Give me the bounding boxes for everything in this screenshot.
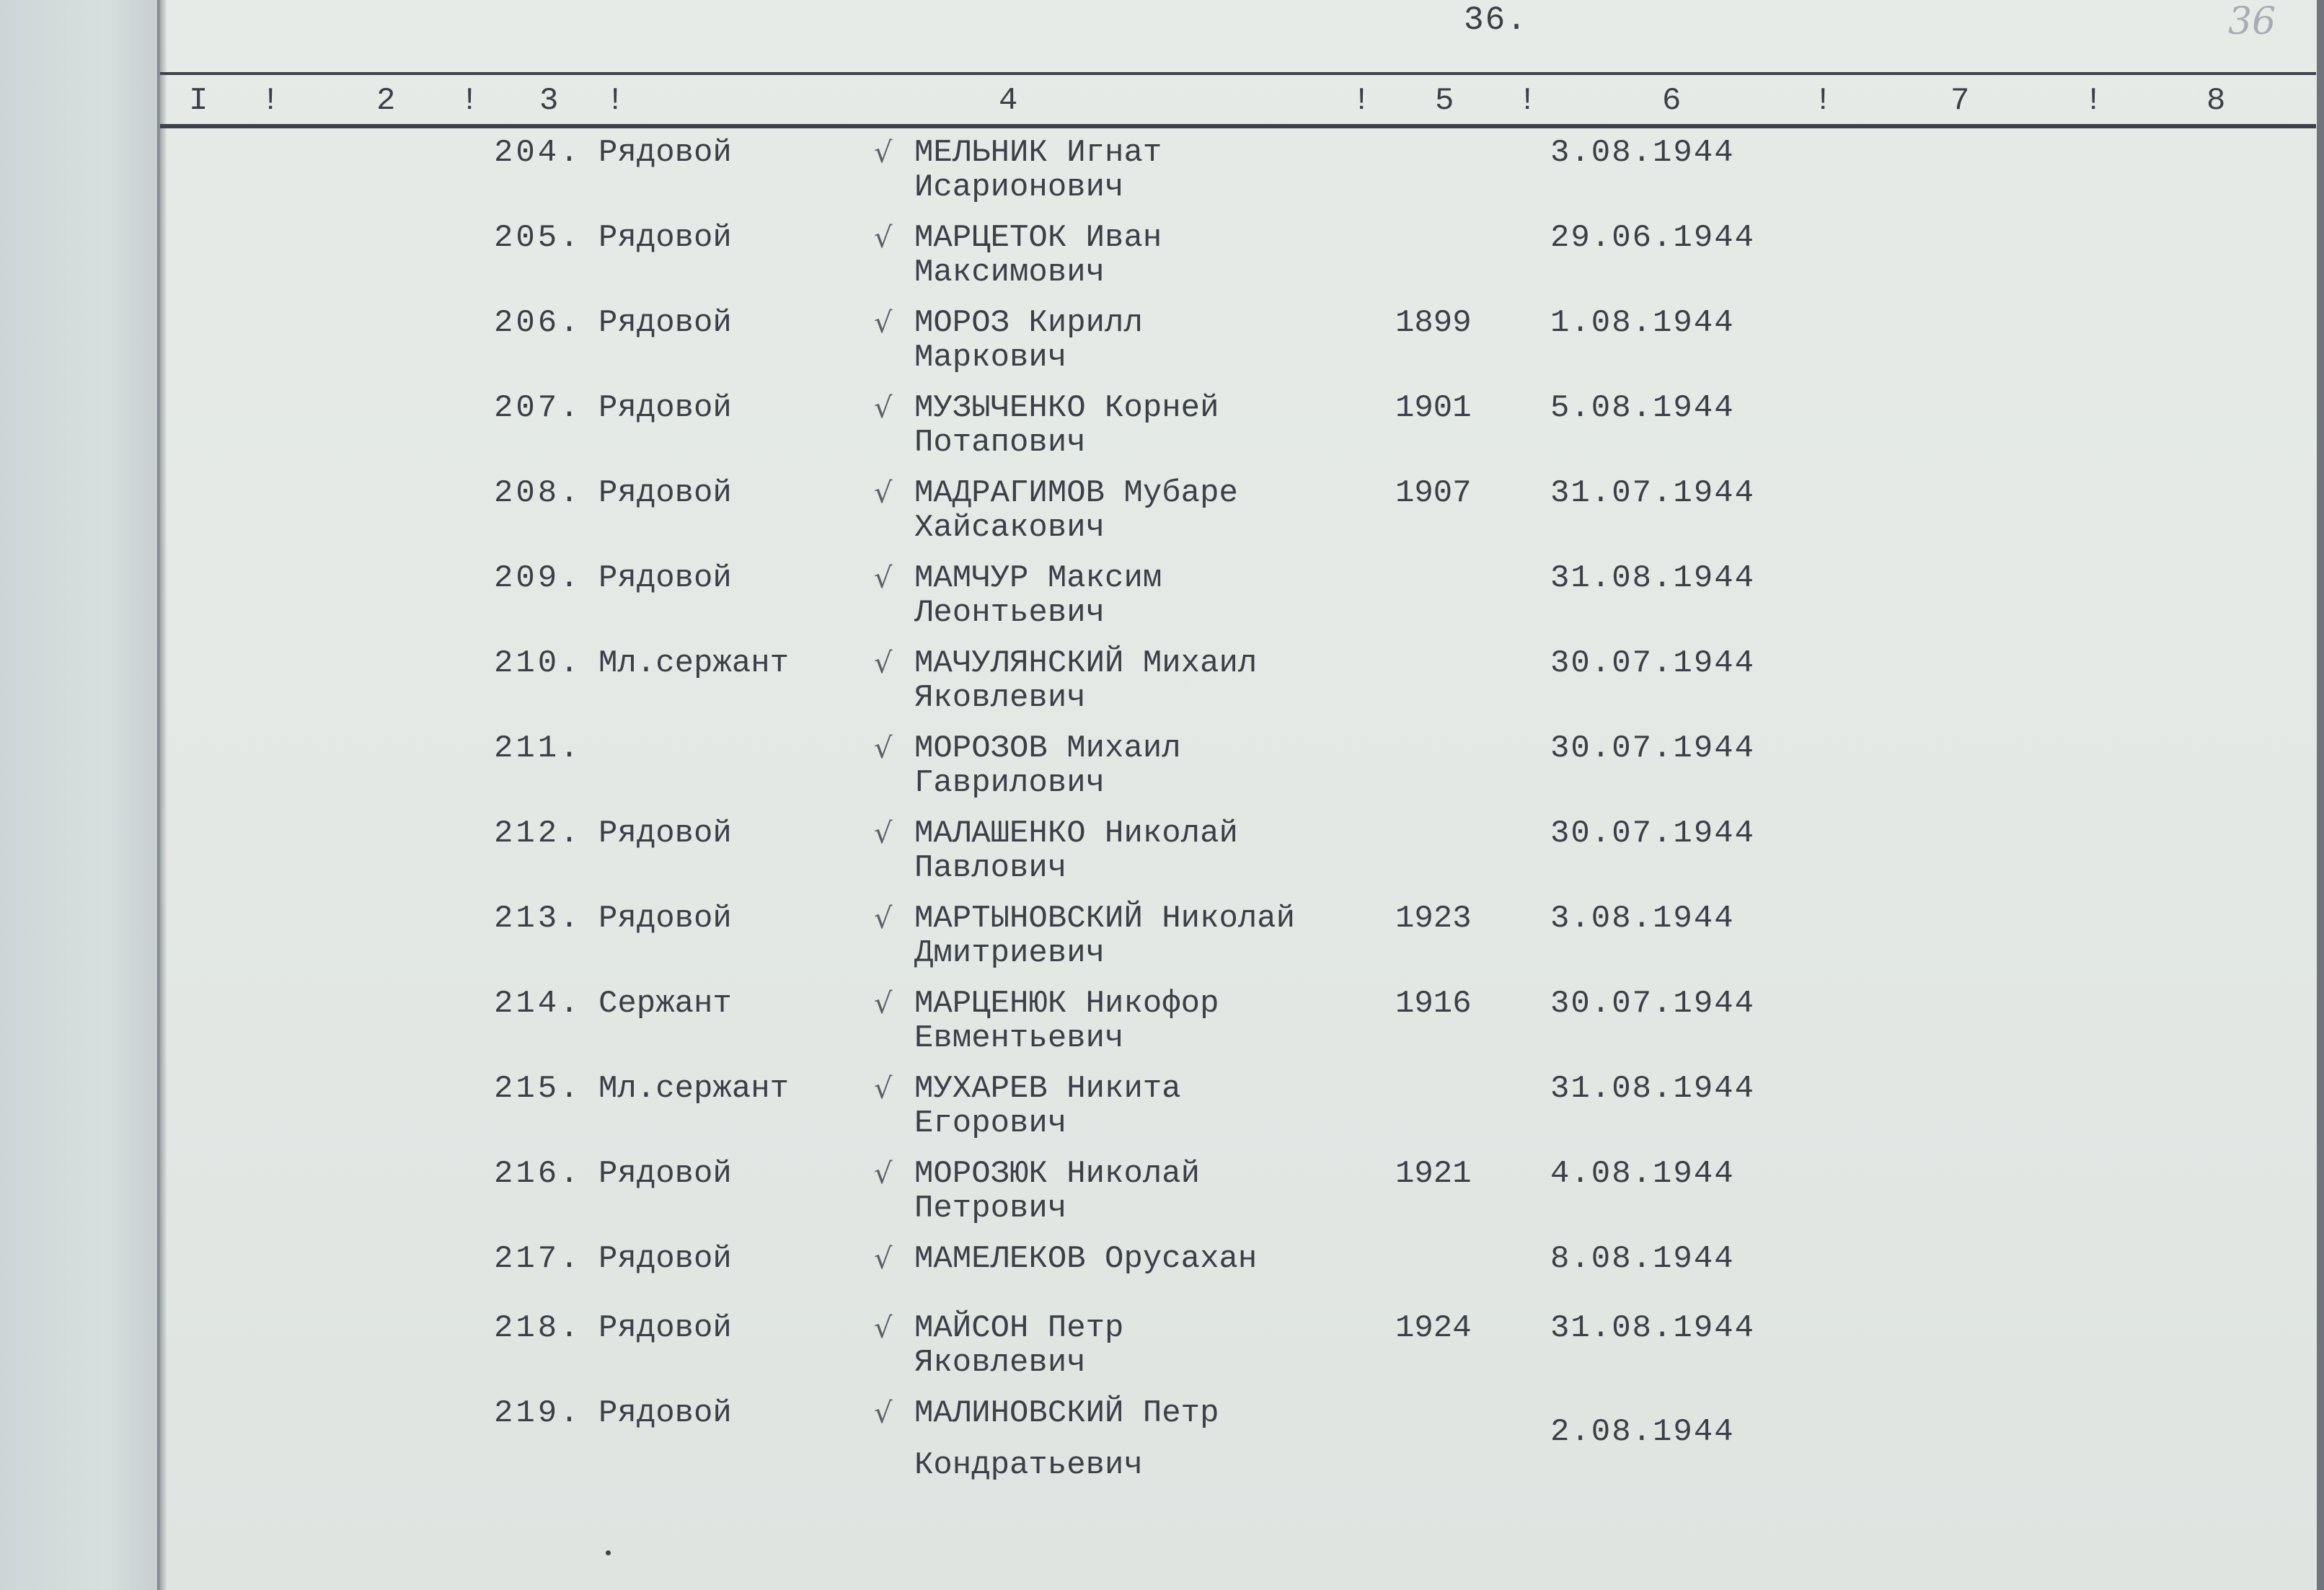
check-mark-icon: √: [874, 306, 893, 340]
register-row: [0, 1242, 2324, 1321]
entry-number: 209.: [494, 560, 582, 596]
entry-patronymic: Евментьевич: [914, 1020, 1124, 1056]
entry-number: 211.: [494, 730, 582, 767]
entry-number: 219.: [494, 1395, 582, 1431]
entry-surname-name: МОРОЗЮК Николай: [914, 1156, 1201, 1192]
entry-rank: Сержант: [598, 986, 732, 1022]
entry-surname-name: МОРОЗОВ Михаил: [914, 730, 1181, 767]
check-mark-icon: √: [874, 1072, 893, 1105]
entry-patronymic: Яковлевич: [914, 1345, 1086, 1381]
entry-patronymic: Петрович: [914, 1191, 1067, 1227]
entry-patronymic: Егорович: [914, 1105, 1067, 1141]
entry-rank: Мл.сержант: [598, 645, 790, 681]
entry-date: 8.08.1944: [1550, 1241, 1735, 1277]
check-mark-icon: √: [874, 732, 893, 765]
entry-surname-name: МАРТЫНОВСКИЙ Николай: [914, 901, 1296, 937]
check-mark-icon: √: [874, 562, 893, 595]
header-sep-5: !: [1518, 83, 1537, 119]
register-row: [0, 136, 2324, 215]
entry-date: 1.08.1944: [1550, 305, 1735, 341]
check-mark-icon: √: [874, 1157, 893, 1191]
header-sep-2: !: [460, 83, 480, 119]
register-row: [0, 816, 2324, 896]
entry-number: 207.: [494, 390, 582, 426]
entry-surname-name: МУЗЫЧЕНКО Корней: [914, 390, 1219, 426]
entry-surname-name: МАЛИНОВСКИЙ Петр: [914, 1395, 1219, 1431]
entry-patronymic: Маркович: [914, 340, 1067, 376]
page-number: 36.: [1464, 1, 1528, 39]
header-top-rule: [160, 72, 2316, 75]
entry-birth-year: 1899: [1395, 305, 1472, 341]
header-sep-7: !: [2084, 83, 2103, 119]
entry-date: 31.08.1944: [1550, 560, 1756, 596]
entry-date: 30.07.1944: [1550, 986, 1756, 1022]
check-mark-icon: √: [874, 136, 893, 169]
entry-patronymic: Потапович: [914, 425, 1086, 461]
check-mark-icon: √: [874, 647, 893, 680]
check-mark-icon: √: [874, 1242, 893, 1276]
entry-rank: Рядовой: [598, 1241, 732, 1277]
entry-number: 215.: [494, 1071, 582, 1107]
entry-surname-name: МОРОЗ Кирилл: [914, 305, 1143, 341]
header-col-1: I: [189, 83, 208, 119]
check-mark-icon: √: [874, 477, 893, 510]
entry-rank: Рядовой: [598, 305, 732, 341]
entry-date: 2.08.1944: [1550, 1414, 1735, 1450]
header-sep-4: !: [1352, 83, 1371, 119]
register-row: [0, 1311, 2324, 1390]
check-mark-icon: √: [874, 221, 893, 255]
entry-patronymic: Леонтьевич: [914, 595, 1105, 631]
entry-surname-name: МАРЦЕНЮК Никофор: [914, 986, 1219, 1022]
ink-dot: [606, 1550, 611, 1555]
entry-rank: Мл.сержант: [598, 1071, 790, 1107]
entry-surname-name: МАРЦЕТОК Иван: [914, 220, 1162, 256]
header-sep-6: !: [1813, 83, 1833, 119]
entry-date: 30.07.1944: [1550, 816, 1756, 852]
entry-rank: Рядовой: [598, 1156, 732, 1192]
header-sep-3: !: [606, 83, 625, 119]
register-row: [0, 986, 2324, 1066]
entry-birth-year: 1924: [1395, 1310, 1472, 1346]
register-row: [0, 561, 2324, 640]
check-mark-icon: √: [874, 1312, 893, 1345]
entry-date: 29.06.1944: [1550, 220, 1756, 256]
entry-surname-name: МАМЧУР Максим: [914, 560, 1162, 596]
check-mark-icon: √: [874, 392, 893, 425]
entry-surname-name: МАДРАГИМОВ Мубаре: [914, 475, 1238, 511]
entry-number: 216.: [494, 1156, 582, 1192]
header-col-2: 2: [376, 83, 396, 119]
entry-rank: Рядовой: [598, 390, 732, 426]
entry-patronymic: Исарионович: [914, 169, 1124, 206]
entry-date: 30.07.1944: [1550, 730, 1756, 767]
entry-rank: Рядовой: [598, 560, 732, 596]
entry-number: 210.: [494, 645, 582, 681]
entry-number: 212.: [494, 816, 582, 852]
entry-rank: Рядовой: [598, 220, 732, 256]
entry-number: 205.: [494, 220, 582, 256]
entry-surname-name: МЕЛЬНИК Игнат: [914, 135, 1162, 171]
entry-rank: Рядовой: [598, 816, 732, 852]
entry-date: 3.08.1944: [1550, 135, 1735, 171]
header-sep-1: !: [261, 83, 280, 119]
entry-number: 214.: [494, 986, 582, 1022]
entry-rank: Рядовой: [598, 1310, 732, 1346]
header-bottom-rule: [160, 124, 2316, 128]
register-row: [0, 1157, 2324, 1236]
entry-rank: Рядовой: [598, 475, 732, 511]
register-row: [0, 1395, 2324, 1483]
check-mark-icon: √: [874, 987, 893, 1020]
register-row: [0, 476, 2324, 555]
entry-number: 218.: [494, 1310, 582, 1346]
check-mark-icon: √: [874, 817, 893, 850]
header-col-8: 8: [2206, 83, 2226, 119]
register-row: [0, 901, 2324, 981]
register-row: [0, 1072, 2324, 1151]
register-row: [0, 391, 2324, 470]
entry-birth-year: 1921: [1395, 1156, 1472, 1192]
entry-surname-name: МАМЕЛЕКОВ Орусахан: [914, 1241, 1258, 1277]
entry-surname-name: МАЙСОН Петр: [914, 1310, 1124, 1346]
entry-date: 30.07.1944: [1550, 645, 1756, 681]
entry-number: 217.: [494, 1241, 582, 1277]
entry-surname-name: МАЧУЛЯНСКИЙ Михаил: [914, 645, 1258, 681]
entry-date: 31.08.1944: [1550, 1310, 1756, 1346]
entry-birth-year: 1923: [1395, 901, 1472, 937]
entry-rank: Рядовой: [598, 135, 732, 171]
register-row: [0, 731, 2324, 811]
check-mark-icon: √: [874, 902, 893, 935]
entry-date: 31.08.1944: [1550, 1071, 1756, 1107]
entry-patronymic: Дмитриевич: [914, 935, 1105, 971]
entry-date: 4.08.1944: [1550, 1156, 1735, 1192]
entry-birth-year: 1901: [1395, 390, 1472, 426]
entry-surname-name: МУХАРЕВ Никита: [914, 1071, 1181, 1107]
entry-rank: Рядовой: [598, 1395, 732, 1431]
register-row: [0, 221, 2324, 300]
entry-patronymic: Максимович: [914, 255, 1105, 291]
entry-patronymic: Хайсакович: [914, 510, 1105, 546]
header-col-3: 3: [539, 83, 559, 119]
pencil-page-number: 36: [2228, 0, 2276, 43]
entry-patronymic: Павлович: [914, 850, 1067, 886]
header-col-5: 5: [1435, 83, 1454, 119]
entry-patronymic: Кондратьевич: [914, 1447, 1143, 1483]
entry-birth-year: 1916: [1395, 986, 1472, 1022]
check-mark-icon: √: [874, 1397, 893, 1430]
entry-birth-year: 1907: [1395, 475, 1472, 511]
header-col-6: 6: [1662, 83, 1682, 119]
entry-surname-name: МАЛАШЕНКО Николай: [914, 816, 1238, 852]
entry-date: 5.08.1944: [1550, 390, 1735, 426]
entry-patronymic: Гаврилович: [914, 765, 1105, 801]
register-row: [0, 646, 2324, 725]
header-col-4: 4: [999, 83, 1018, 119]
entry-date: 31.07.1944: [1550, 475, 1756, 511]
entry-date: 3.08.1944: [1550, 901, 1735, 937]
entry-number: 208.: [494, 475, 582, 511]
entry-number: 204.: [494, 135, 582, 171]
header-col-7: 7: [1950, 83, 1970, 119]
entry-patronymic: Яковлевич: [914, 680, 1086, 716]
entry-number: 206.: [494, 305, 582, 341]
entry-number: 213.: [494, 901, 582, 937]
entry-rank: Рядовой: [598, 901, 732, 937]
register-row: [0, 306, 2324, 385]
